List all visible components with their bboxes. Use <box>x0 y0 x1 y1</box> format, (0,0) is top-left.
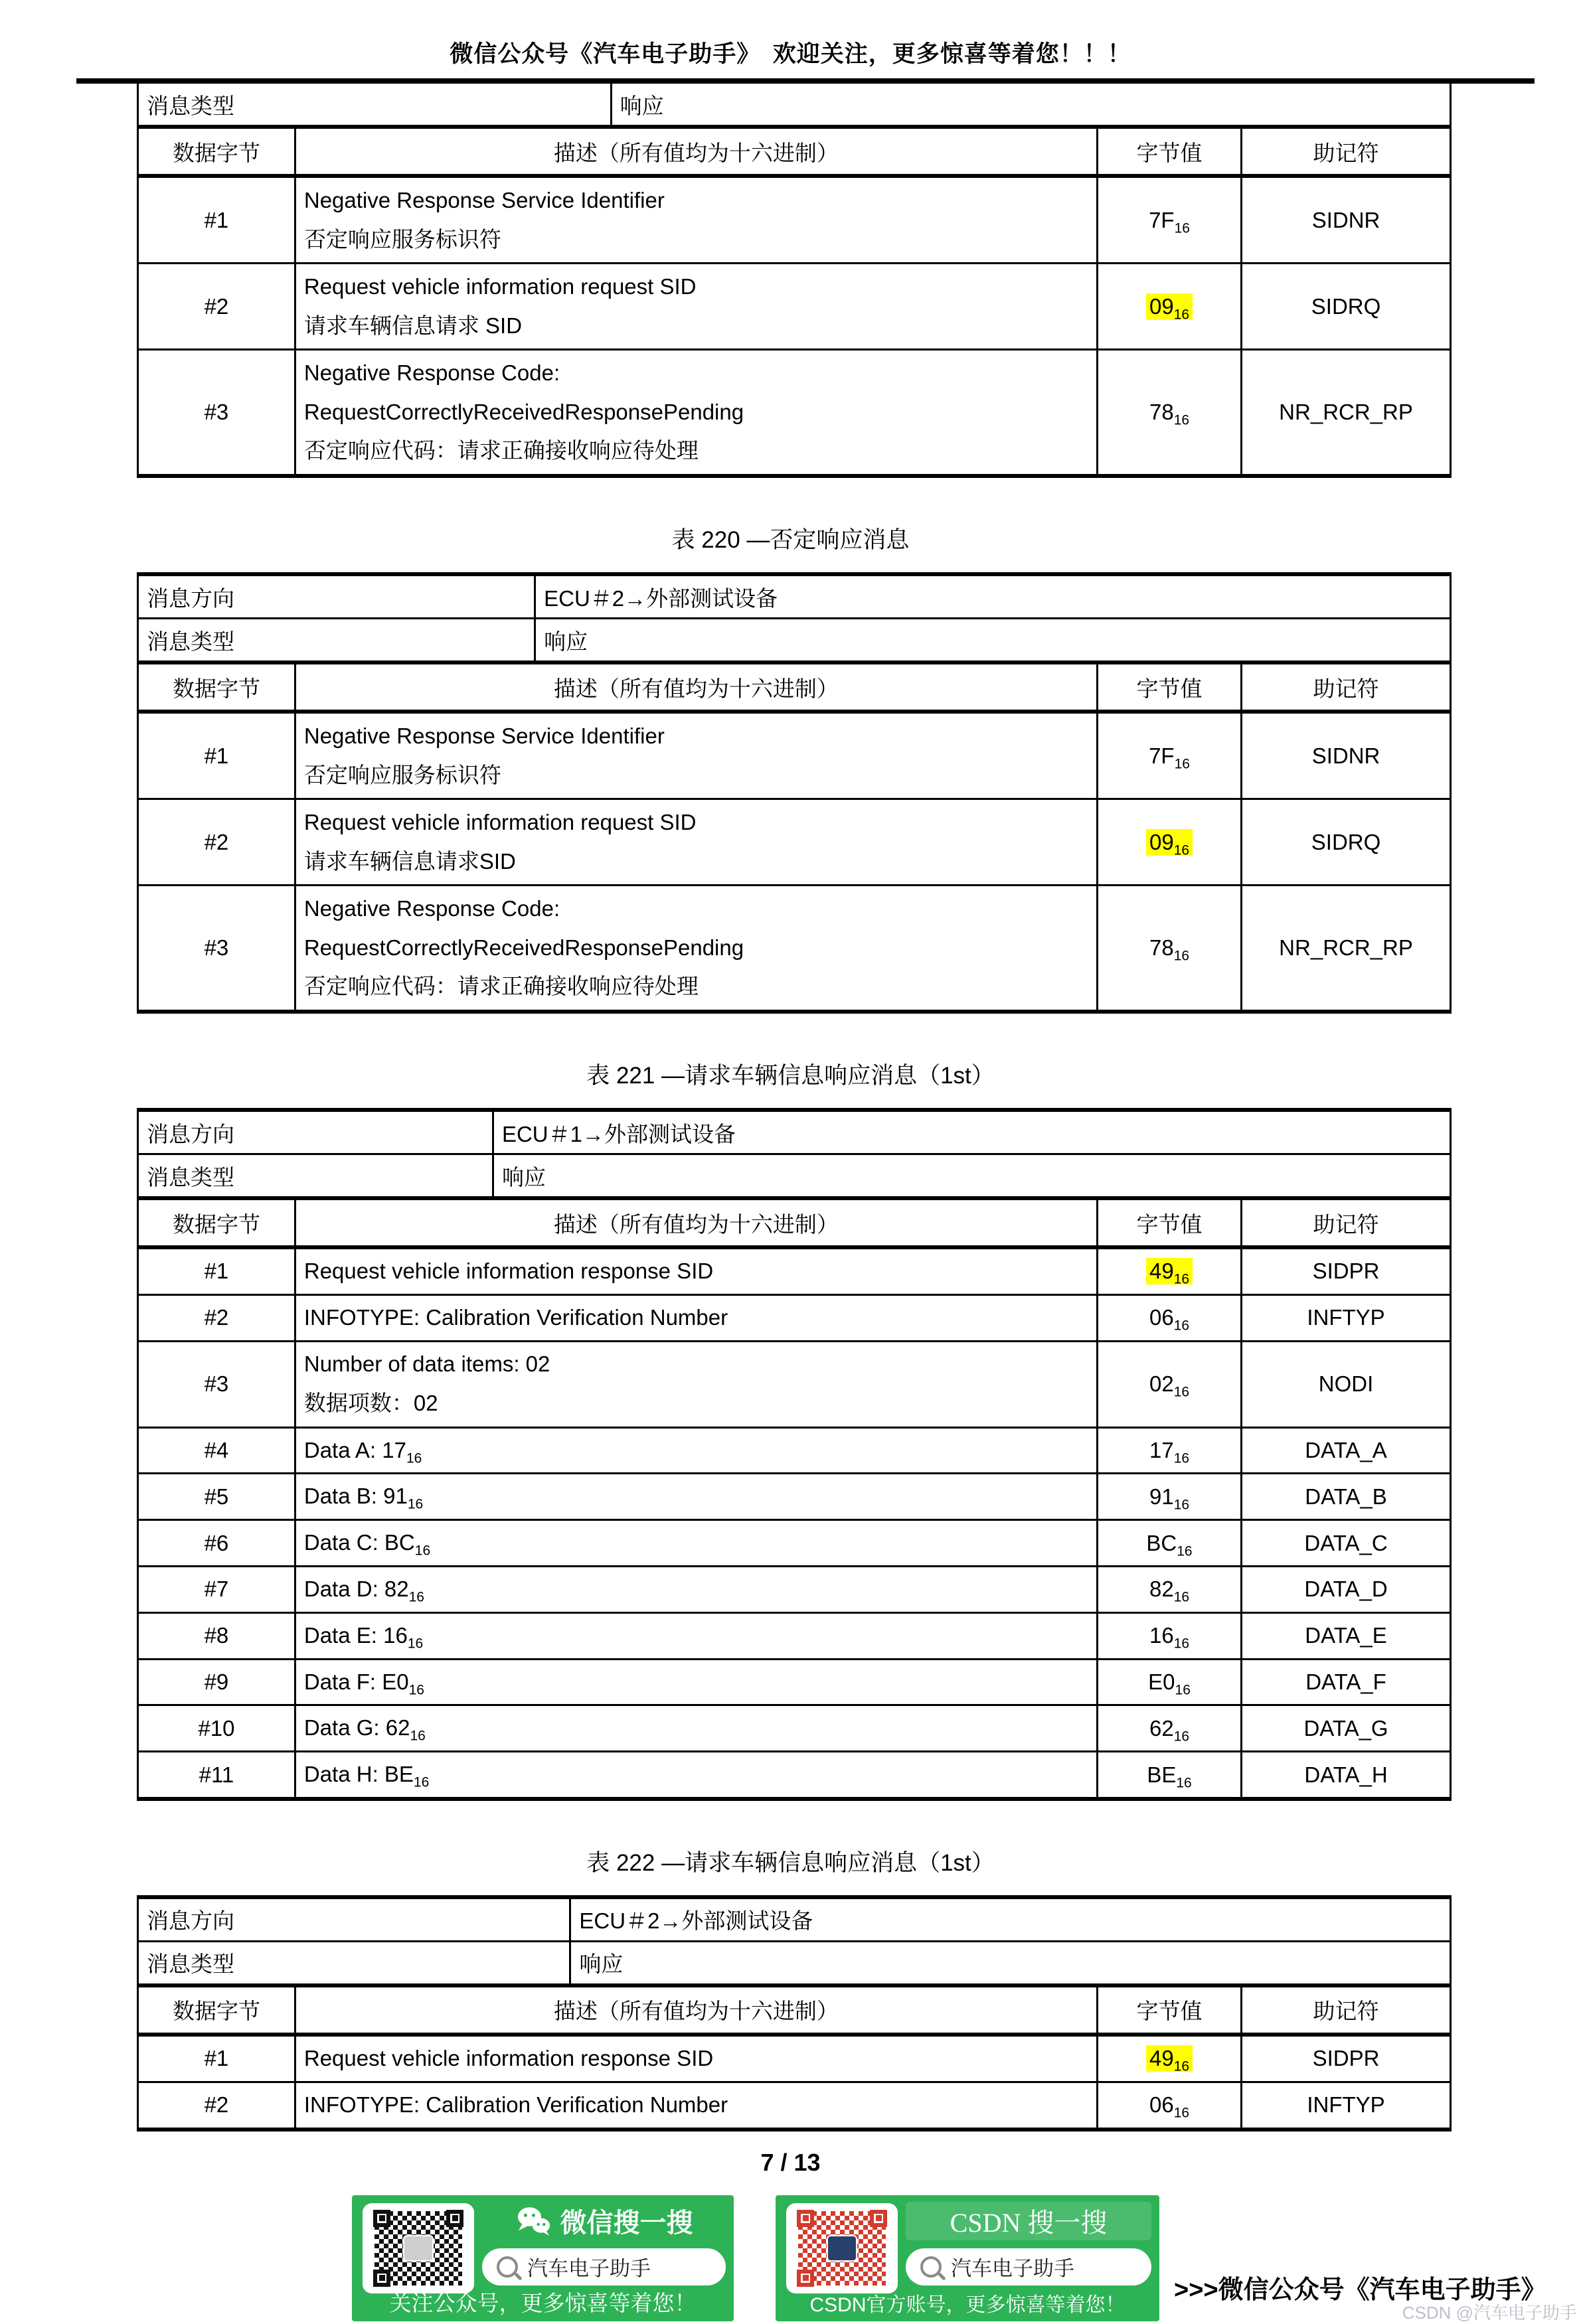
description-line: Negative Response Service Identifier <box>303 187 665 212</box>
row-label-cell: 消息方向 <box>139 576 536 617</box>
csdn-brand-label: CSDN 搜一搜 <box>950 2208 1108 2238</box>
table-row <box>139 1474 1450 1521</box>
byte-number-cell: #3 <box>139 886 296 1010</box>
byte-number-cell: #3 <box>139 1342 296 1427</box>
column-header-cell: 字节值 <box>1098 664 1242 710</box>
mnemonic-cell: DATA_F <box>1305 1669 1386 1694</box>
highlighted-byte-value: $09_{16}$ <box>1146 293 1193 320</box>
highlighted-byte-value: $49_{16}$ <box>1146 2045 1193 2072</box>
column-header-cell: 描述（所有值均为十六进制） <box>296 664 1098 710</box>
byte-value: $06_{16}$ <box>1149 2092 1190 2121</box>
table-row <box>139 264 1450 350</box>
description-line: 请求车辆信息请求SID <box>303 848 516 874</box>
column-header-cell: 字节值 <box>1098 1200 1242 1245</box>
description-cell <box>296 1706 1098 1750</box>
table-row <box>139 2083 1450 2128</box>
csdn-card-caption: CSDN官方账号，更多惊喜等着您！ <box>809 2293 1125 2316</box>
wechat-qr-panel <box>363 2203 474 2293</box>
footer <box>0 2191 1581 2324</box>
byte-number-cell: #1 <box>139 178 296 262</box>
table-title: 表 220 —否定响应消息 <box>671 527 910 553</box>
byte-number-cell: #2 <box>139 1296 296 1340</box>
byte-number-cell: #1 <box>139 714 296 798</box>
description-cell <box>296 350 1098 474</box>
column-header-cell: 助记符 <box>1313 1999 1379 2024</box>
byte-value: $91_{16}$ <box>1149 1484 1190 1513</box>
column-header-row <box>139 1200 1450 1249</box>
byte-value-cell <box>1098 1429 1242 1473</box>
description-line: Data D: $82_{16}$ <box>303 1576 424 1605</box>
message-type-row <box>139 619 1450 664</box>
qr-position-marker <box>373 2270 390 2287</box>
mnemonic-cell: INFTYP <box>1307 2092 1385 2118</box>
wechat-search-box <box>482 2248 726 2285</box>
description-line: Negative Response Code: <box>303 360 560 385</box>
message-direction-row <box>139 1112 1450 1155</box>
wechat-promo-card <box>352 2195 734 2321</box>
wechat-card-caption: 关注公众号，更多惊喜等着您！ <box>389 2290 697 2315</box>
byte-value-cell <box>1098 1474 1242 1519</box>
mnemonic-cell: SIDPR <box>1312 2046 1380 2071</box>
description-line: 否定响应代码：请求正确接收响应待处理 <box>303 438 699 463</box>
column-header-cell: 描述（所有值均为十六进制） <box>296 129 1098 174</box>
byte-number-cell: #3 <box>139 350 296 474</box>
byte-value-cell <box>1098 1752 1242 1797</box>
table-row <box>139 1296 1450 1342</box>
byte-value-cell <box>1098 1521 1242 1565</box>
byte-value: $78_{16}$ <box>1149 935 1190 964</box>
wechat-brand-label: 微信搜一搜 <box>560 2208 693 2238</box>
byte-value: $02_{16}$ <box>1149 1371 1190 1400</box>
highlighted-byte-value: $09_{16}$ <box>1146 829 1193 856</box>
table-title: 表 222 —请求车辆信息响应消息（1st） <box>586 1849 995 1876</box>
csdn-card-right <box>906 2202 1151 2285</box>
data-table <box>137 1895 1452 2131</box>
description-cell <box>296 886 1098 1010</box>
description-cell <box>296 2037 1098 2081</box>
byte-value-cell <box>1098 350 1242 474</box>
table-row <box>139 2037 1450 2083</box>
mnemonic-cell: DATA_E <box>1305 1623 1387 1648</box>
mnemonic-cell: DATA_D <box>1304 1577 1388 1602</box>
column-header-cell: 字节值 <box>1098 129 1242 174</box>
byte-value: $82_{16}$ <box>1149 1577 1190 1605</box>
description-line: RequestCorrectlyReceivedResponsePending <box>303 399 744 424</box>
table-row <box>139 1614 1450 1660</box>
csdn-search-text: 汽车电子助手 <box>951 2257 1074 2281</box>
qr-position-marker <box>373 2210 390 2227</box>
table-row <box>139 800 1450 886</box>
mnemonic-cell: DATA_B <box>1305 1484 1387 1509</box>
column-header-cell: 数据字节 <box>139 664 296 710</box>
byte-value: $BE_{16}$ <box>1147 1762 1192 1791</box>
header-divider-line <box>76 78 1535 84</box>
description-line: INFOTYPE: Calibration Verification Number <box>303 2092 728 2117</box>
byte-number-cell: #2 <box>139 800 296 884</box>
wechat-qr-code <box>374 2211 462 2285</box>
csdn-search-box <box>906 2248 1151 2285</box>
qr-center-logo <box>403 2235 434 2262</box>
description-line: 请求车辆信息请求 SID <box>303 313 523 338</box>
description-cell <box>296 1660 1098 1705</box>
byte-value: $BC_{16}$ <box>1146 1530 1193 1559</box>
description-cell <box>296 1752 1098 1797</box>
description-cell <box>296 1429 1098 1473</box>
message-direction-row <box>139 576 1450 619</box>
wechat-card-right <box>482 2202 726 2285</box>
description-line: Negative Response Service Identifier <box>303 723 665 748</box>
mnemonic-cell: SIDNR <box>1311 743 1380 768</box>
mnemonic-cell: DATA_A <box>1305 1437 1387 1462</box>
description-cell <box>296 178 1098 262</box>
description-line: Data C: $BC_{16}$ <box>303 1530 431 1559</box>
description-line: 否定响应服务标识符 <box>303 762 501 787</box>
mnemonic-cell: SIDRQ <box>1311 293 1381 319</box>
mnemonic-cell: SIDRQ <box>1311 829 1381 854</box>
byte-value: $62_{16}$ <box>1149 1715 1190 1744</box>
table-row <box>139 350 1450 474</box>
byte-value-cell <box>1098 886 1242 1010</box>
description-line: Request vehicle information request SID <box>303 273 697 299</box>
description-cell <box>296 1249 1098 1294</box>
byte-value-cell <box>1098 264 1242 349</box>
highlighted-byte-value: $49_{16}$ <box>1146 1258 1193 1284</box>
description-line: Request vehicle information response SID <box>303 1259 714 1283</box>
description-line: Data F: $E0_{16}$ <box>303 1669 424 1698</box>
qr-position-marker <box>446 2210 463 2227</box>
column-header-cell: 助记符 <box>1313 1211 1379 1237</box>
byte-value: $17_{16}$ <box>1149 1437 1190 1466</box>
mnemonic-cell: DATA_C <box>1304 1530 1388 1555</box>
qr-position-marker <box>797 2210 814 2227</box>
row-label-cell: 消息类型 <box>139 1942 571 1983</box>
byte-number-cell: #2 <box>139 2083 296 2128</box>
byte-value-cell <box>1098 1296 1242 1340</box>
table-row <box>139 1567 1450 1614</box>
promo-text: >>>微信公众号《汽车电子助手》 <box>1174 2276 1546 2304</box>
table-row <box>139 178 1450 264</box>
row-label-cell: 消息类型 <box>139 1155 494 1196</box>
mnemonic-cell: NODI <box>1318 1371 1374 1397</box>
table-row <box>139 1521 1450 1567</box>
byte-value-cell <box>1098 2037 1242 2081</box>
byte-value-cell <box>1098 2083 1242 2128</box>
row-value-cell: ECU＃2→外部测试设备 <box>544 585 778 611</box>
column-header-cell: 描述（所有值均为十六进制） <box>296 1200 1098 1245</box>
table-row <box>139 714 1450 800</box>
mnemonic-cell: SIDNR <box>1311 207 1380 232</box>
description-cell <box>296 714 1098 798</box>
description-line: 否定响应代码：请求正确接收响应待处理 <box>303 974 699 999</box>
row-value-cell: 响应 <box>544 629 588 654</box>
byte-number-cell: #5 <box>139 1474 296 1519</box>
search-icon <box>497 2256 518 2278</box>
byte-value-cell <box>1098 800 1242 884</box>
byte-value: $7F_{16}$ <box>1149 207 1190 236</box>
byte-value-cell <box>1098 1567 1242 1612</box>
description-cell <box>296 1567 1098 1612</box>
mnemonic-cell: DATA_H <box>1304 1762 1388 1787</box>
description-cell <box>296 1474 1098 1519</box>
message-direction-row <box>139 1899 1450 1942</box>
csdn-watermark: CSDN @汽车电子助手 <box>1402 2302 1577 2323</box>
description-line: 数据项数：02 <box>303 1391 438 1416</box>
byte-number-cell: #4 <box>139 1429 296 1473</box>
data-table <box>137 572 1452 1014</box>
byte-number-cell: #7 <box>139 1567 296 1612</box>
description-cell <box>296 1521 1098 1565</box>
row-label-cell: 消息方向 <box>139 1899 571 1940</box>
description-cell <box>296 2083 1098 2128</box>
search-icon <box>920 2256 942 2278</box>
description-line: Data E: $16_{16}$ <box>303 1622 424 1652</box>
description-cell <box>296 800 1098 884</box>
description-line: INFOTYPE: Calibration Verification Number <box>303 1304 728 1330</box>
table-row <box>139 1249 1450 1296</box>
csdn-brand-row <box>906 2202 1151 2240</box>
mnemonic-cell: NR_RCR_RP <box>1279 935 1413 960</box>
byte-value-cell <box>1098 1614 1242 1658</box>
tables-container <box>0 84 1581 2131</box>
column-header-row <box>139 129 1450 178</box>
column-header-cell: 描述（所有值均为十六进制） <box>296 1987 1098 2033</box>
byte-number-cell: #1 <box>139 2037 296 2081</box>
row-value-cell: ECU＃1→外部测试设备 <box>501 1121 736 1146</box>
message-type-row <box>139 1155 1450 1200</box>
byte-value: $7F_{16}$ <box>1149 743 1190 772</box>
row-label-cell: 消息方向 <box>139 1112 494 1153</box>
page-number: 7 / 13 <box>760 2148 821 2176</box>
qr-center-logo <box>827 2235 857 2262</box>
message-type-row <box>139 1942 1450 1987</box>
column-header-cell: 数据字节 <box>139 129 296 174</box>
description-line: Number of data items: 02 <box>303 1352 550 1377</box>
csdn-promo-card <box>776 2195 1159 2321</box>
row-value-cell: 响应 <box>620 93 664 118</box>
row-value-cell: ECU＃2→外部测试设备 <box>579 1908 813 1934</box>
data-table <box>137 84 1452 478</box>
description-cell <box>296 264 1098 349</box>
column-header-cell: 数据字节 <box>139 1200 296 1245</box>
byte-number-cell: #1 <box>139 1249 296 1294</box>
description-line: 否定响应服务标识符 <box>303 226 501 252</box>
description-line: Request vehicle information request SID <box>303 809 697 834</box>
column-header-row <box>139 1987 1450 2037</box>
description-cell <box>296 1614 1098 1658</box>
table-title: 表 221 —请求车辆信息响应消息（1st） <box>586 1063 995 1089</box>
data-table <box>137 1108 1452 1801</box>
byte-number-cell: #11 <box>139 1752 296 1797</box>
table-row <box>139 1429 1450 1475</box>
byte-number-cell: #2 <box>139 264 296 349</box>
table-row <box>139 1660 1450 1707</box>
byte-value: $78_{16}$ <box>1149 400 1190 428</box>
column-header-cell: 数据字节 <box>139 1987 296 2033</box>
byte-number-cell: #9 <box>139 1660 296 1705</box>
column-header-cell: 助记符 <box>1313 140 1379 165</box>
description-line: Negative Response Code: <box>303 895 560 921</box>
row-label-cell: 消息类型 <box>139 619 536 660</box>
row-value-cell: 响应 <box>579 1952 624 1977</box>
csdn-qr-panel <box>786 2203 898 2293</box>
description-cell <box>296 1296 1098 1340</box>
mnemonic-cell: NR_RCR_RP <box>1279 400 1413 424</box>
byte-value-cell <box>1098 714 1242 798</box>
mnemonic-cell: SIDPR <box>1312 1259 1380 1284</box>
byte-value: $06_{16}$ <box>1149 1305 1190 1334</box>
description-line: Data A: $17_{16}$ <box>303 1437 422 1466</box>
mnemonic-cell: DATA_G <box>1303 1715 1388 1741</box>
qr-position-marker <box>870 2210 887 2227</box>
page-title: 微信公众号《汽车电子助手》 欢迎关注，更多惊喜等着您！！！ <box>450 41 1131 67</box>
column-header-cell: 字节值 <box>1098 1987 1242 2033</box>
description-line: Data G: $62_{16}$ <box>303 1715 426 1744</box>
description-cell <box>296 1342 1098 1427</box>
table-row <box>139 1706 1450 1752</box>
table-row <box>139 1342 1450 1429</box>
description-line: Data B: $91_{16}$ <box>303 1484 424 1512</box>
csdn-qr-code <box>798 2211 886 2285</box>
byte-value: $16_{16}$ <box>1149 1623 1190 1652</box>
byte-number-cell: #6 <box>139 1521 296 1565</box>
table-row <box>139 1752 1450 1797</box>
byte-value-cell <box>1098 1660 1242 1705</box>
byte-value-cell <box>1098 1249 1242 1294</box>
description-line: Data H: $BE_{16}$ <box>303 1762 430 1790</box>
wechat-brand-row <box>482 2202 726 2240</box>
description-line: RequestCorrectlyReceivedResponsePending <box>303 935 744 960</box>
message-type-row <box>139 84 1450 129</box>
wechat-icon <box>515 2206 552 2236</box>
description-line: Request vehicle information response SID <box>303 2045 714 2070</box>
byte-value-cell <box>1098 1706 1242 1750</box>
table-row <box>139 886 1450 1010</box>
byte-value-cell <box>1098 178 1242 262</box>
row-value-cell: 响应 <box>501 1164 546 1190</box>
row-label-cell: 消息类型 <box>139 84 612 125</box>
byte-value: $E0_{16}$ <box>1148 1669 1191 1698</box>
column-header-cell: 助记符 <box>1313 676 1379 701</box>
byte-number-cell: #8 <box>139 1614 296 1658</box>
mnemonic-cell: INFTYP <box>1307 1305 1385 1330</box>
column-header-row <box>139 664 1450 714</box>
byte-number-cell: #10 <box>139 1706 296 1750</box>
qr-position-marker <box>797 2270 814 2287</box>
byte-value-cell <box>1098 1342 1242 1427</box>
wechat-search-text: 汽车电子助手 <box>527 2257 651 2281</box>
